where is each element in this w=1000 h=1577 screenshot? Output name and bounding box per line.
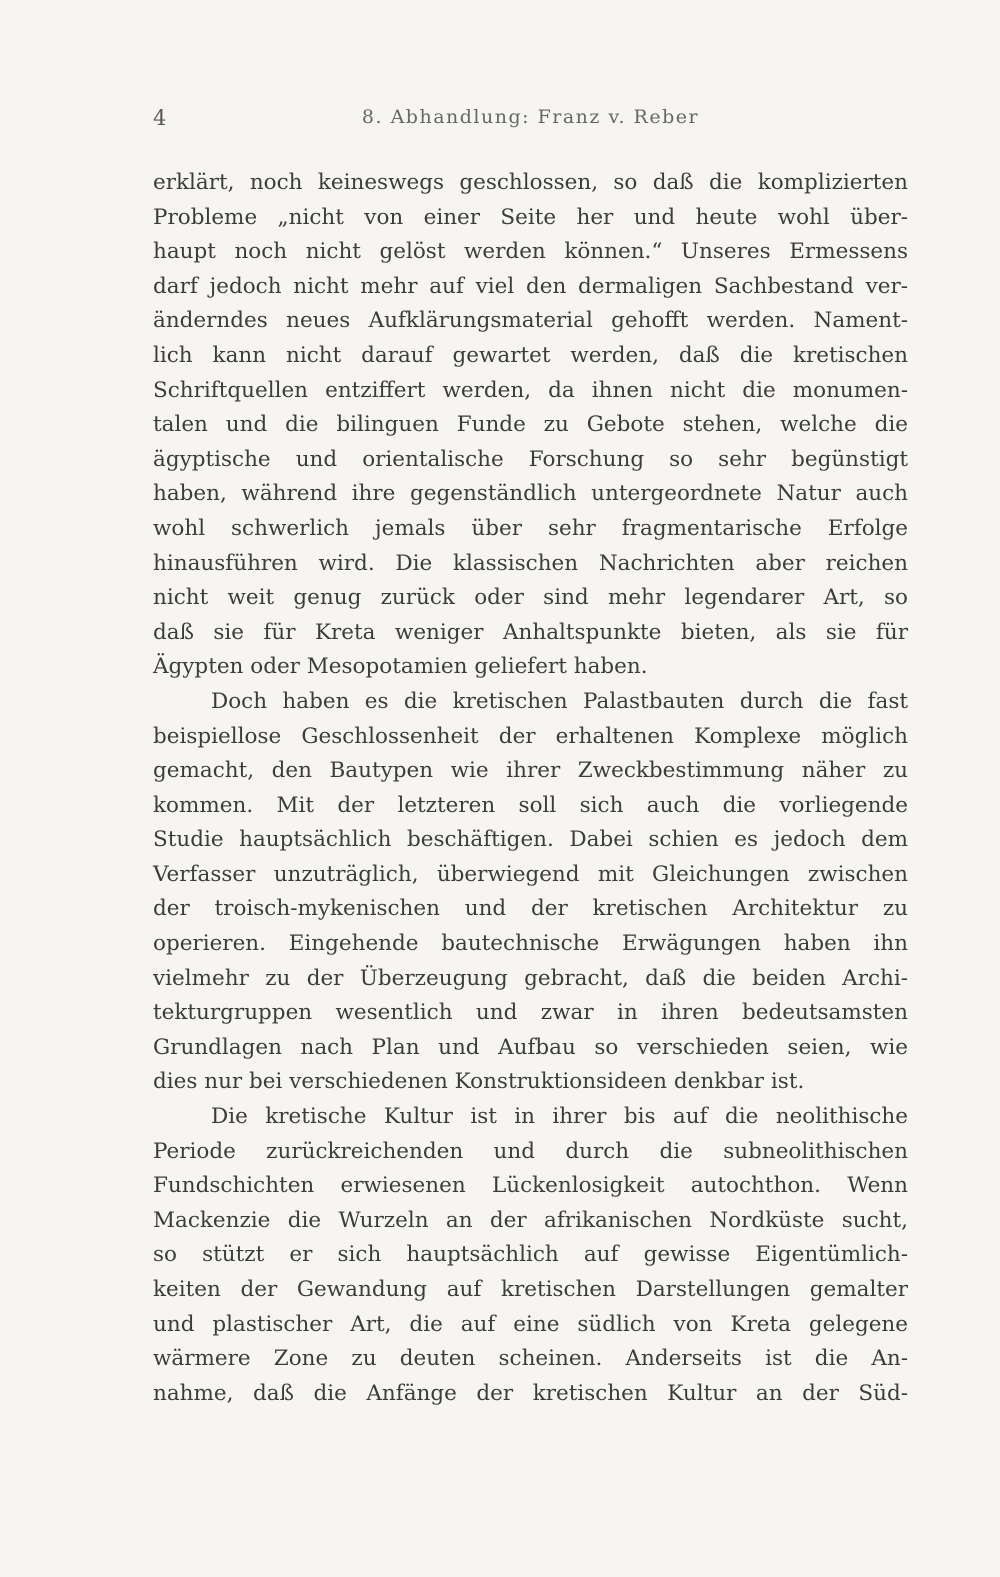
text-line: darf jedoch nicht mehr auf viel den dermaligen Sachbestand ver- bbox=[153, 273, 908, 299]
text-line: Doch haben es die kretischen Palastbauten durch die fast bbox=[211, 688, 908, 714]
body-text bbox=[153, 166, 908, 1411]
text-line: Probleme „nicht von einer Seite her und heute wohl über- bbox=[153, 204, 908, 230]
text-line: Mackenzie die Wurzeln an der afrikanischen Nordküste sucht, bbox=[153, 1207, 908, 1233]
text-line: keiten der Gewandung auf kretischen Darstellungen gemalter bbox=[153, 1277, 908, 1302]
page-number: 4 bbox=[153, 106, 167, 130]
text-line: haupt noch nicht gelöst werden können.“ Unseres Ermessens bbox=[153, 239, 908, 265]
running-head-title: 8. Abhandlung: Franz v. Reber bbox=[361, 106, 700, 128]
text-line: gemacht, den Bautypen wie ihrer Zweckbestimmung näher zu bbox=[153, 758, 908, 784]
text-line: wohl schwerlich jemals über sehr fragmentarische Erfolge bbox=[153, 515, 908, 541]
text-line: Die kretische Kultur ist in ihrer bis auf die neolithische bbox=[211, 1104, 908, 1130]
text-line: nicht weit genug zurück oder sind mehr legendarer Art, so bbox=[153, 585, 908, 611]
text-line: ägyptische und orientalische Forschung so sehr begünstigt bbox=[153, 446, 908, 472]
text-line: operieren. Eingehende bautechnische Erwägungen haben ihn bbox=[153, 931, 908, 957]
text-line: haben, während ihre gegenständlich untergeordnete Natur auch bbox=[153, 481, 908, 507]
text-line: nahme, daß die Anfänge der kretischen Kultur an der Süd- bbox=[153, 1380, 908, 1406]
text-line: tekturgruppen wesentlich und zwar in ihren bedeutsamsten bbox=[153, 1000, 908, 1026]
text-line: und plastischer Art, die auf eine südlich von Kreta gelegene bbox=[153, 1311, 908, 1337]
text-line: Verfasser unzuträglich, überwiegend mit Gleichungen zwischen bbox=[153, 861, 908, 887]
text-line: Ägypten oder Mesopotamien geliefert haben. bbox=[153, 654, 648, 680]
text-line: Grundlagen nach Plan und Aufbau so verschieden seien, wie bbox=[153, 1034, 908, 1060]
text-line: änderndes neues Aufklärungsmaterial gehofft werden. Nament- bbox=[153, 308, 908, 334]
text-line: hinausführen wird. Die klassischen Nachrichten aber reichen bbox=[153, 550, 908, 576]
text-line: Studie hauptsächlich beschäftigen. Dabei schien es jedoch dem bbox=[153, 827, 908, 853]
text-line: lich kann nicht darauf gewartet werden, daß die kretischen bbox=[153, 342, 908, 368]
text-line: Fundschichten erwiesenen Lückenlosigkeit autochthon. Wenn bbox=[153, 1173, 908, 1199]
running-head bbox=[153, 106, 908, 136]
text-line: so stützt er sich hauptsächlich auf gewisse Eigentümlich- bbox=[153, 1242, 908, 1268]
text-line: kommen. Mit der letzteren soll sich auch die vorliegende bbox=[153, 792, 908, 818]
text-line: wärmere Zone zu deuten scheinen. Anderseits ist die An- bbox=[153, 1346, 908, 1372]
text-line: der troisch-mykenischen und der kretischen Architektur zu bbox=[153, 896, 908, 922]
text-line: erklärt, noch keineswegs geschlossen, so daß die komplizierten bbox=[153, 170, 908, 195]
text-line: beispiellose Geschlossenheit der erhaltenen Komplexe möglich bbox=[153, 723, 908, 749]
text-line: dies nur bei verschiedenen Konstruktionsideen denkbar ist. bbox=[153, 1069, 805, 1095]
text-line: Periode zurückreichenden und durch die subneolithischen bbox=[153, 1138, 908, 1164]
text-line: Schriftquellen entziffert werden, da ihnen nicht die monumen- bbox=[153, 377, 908, 403]
text-line: daß sie für Kreta weniger Anhaltspunkte bieten, als sie für bbox=[153, 619, 908, 645]
text-line: talen und die bilinguen Funde zu Gebote stehen, welche die bbox=[153, 412, 908, 438]
text-line: vielmehr zu der Überzeugung gebracht, daß die beiden Archi- bbox=[153, 965, 908, 991]
